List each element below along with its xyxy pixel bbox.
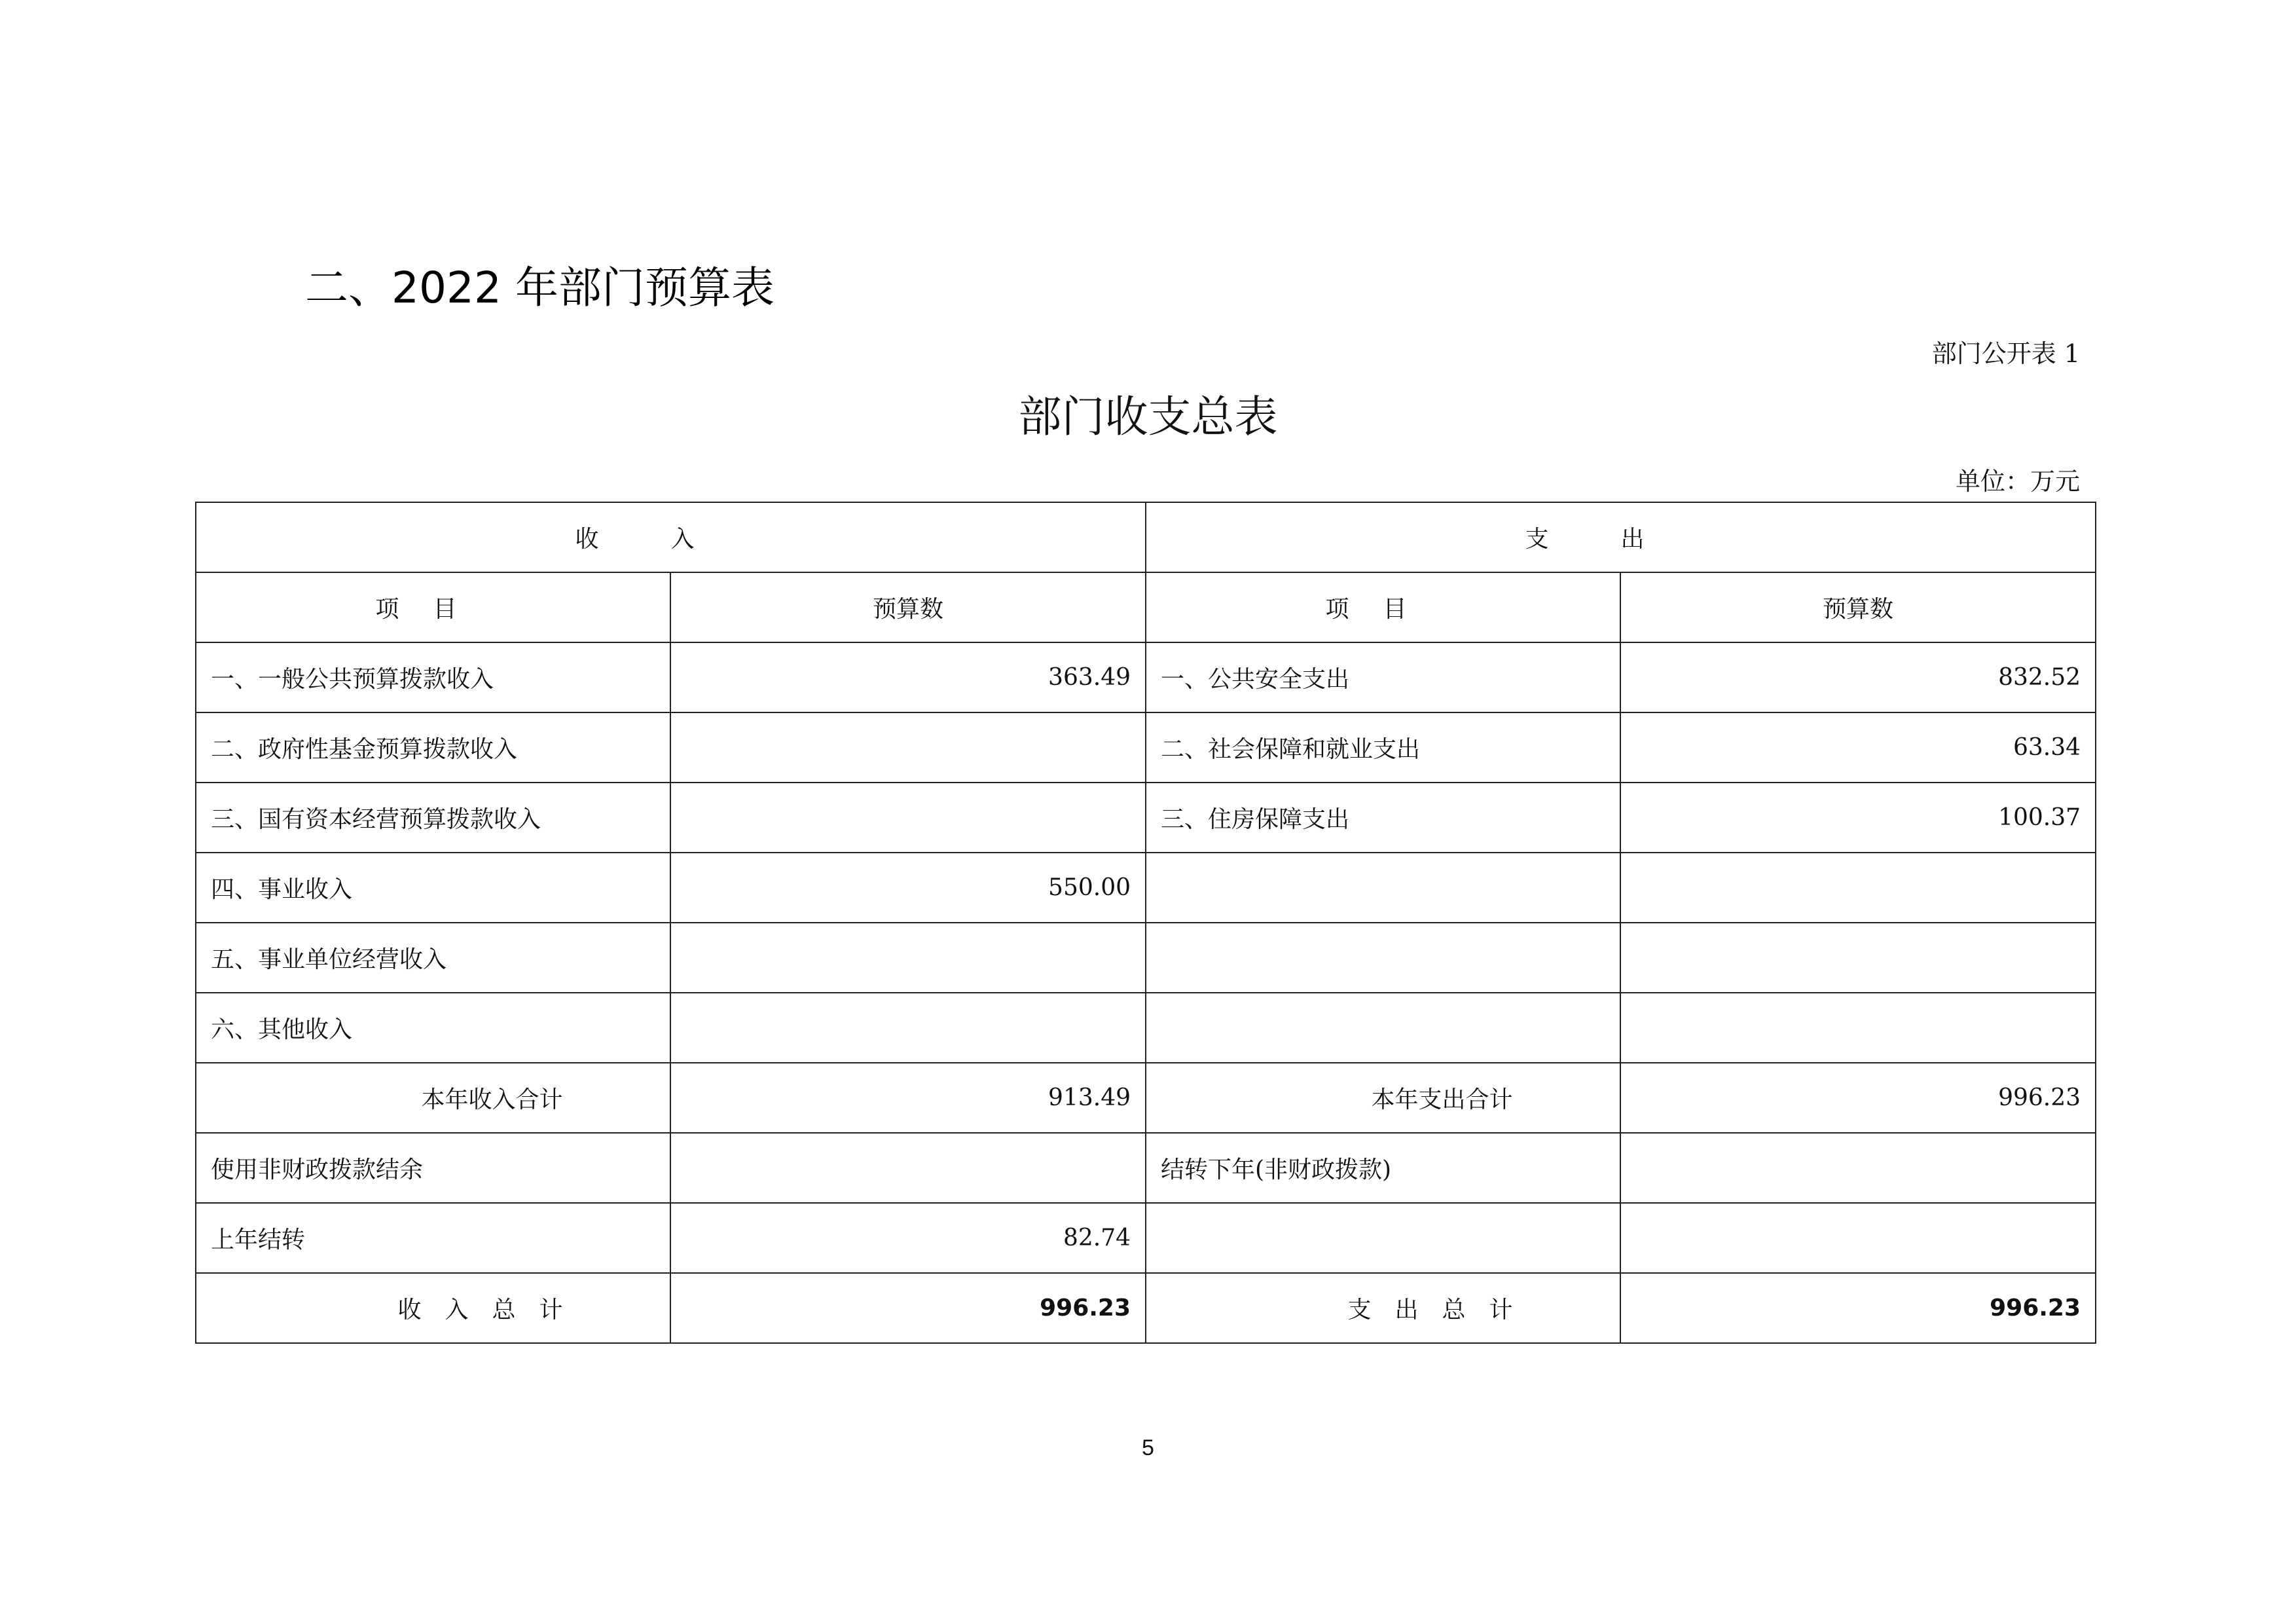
expense-value: 832.52 bbox=[1620, 642, 2096, 712]
income-value bbox=[670, 923, 1146, 993]
table-row bbox=[196, 993, 2096, 1063]
budget-summary-table bbox=[195, 502, 2096, 1344]
expense-value: 100.37 bbox=[1620, 783, 2096, 853]
expense-budget-header: 预算数 bbox=[1620, 572, 2096, 642]
income-item: 五、事业单位经营收入 bbox=[196, 923, 670, 993]
income-total-label: 收入总计 bbox=[196, 1273, 670, 1343]
expense-subtotal-value: 996.23 bbox=[1620, 1063, 2096, 1133]
table-header-row bbox=[196, 502, 2096, 572]
income-value bbox=[670, 712, 1146, 783]
table-subheader-row bbox=[196, 572, 2096, 642]
income-value: 363.49 bbox=[670, 642, 1146, 712]
expense-subtotal-label: 本年支出合计 bbox=[1146, 1063, 1620, 1133]
expense-value bbox=[1620, 923, 2096, 993]
expense-item: 一、公共安全支出 bbox=[1146, 642, 1620, 712]
income-subtotal-value: 913.49 bbox=[670, 1063, 1146, 1133]
table-title: 部门收支总表 bbox=[1018, 392, 1278, 442]
expense-item: 三、住房保障支出 bbox=[1146, 783, 1620, 853]
income-total-value: 996.23 bbox=[670, 1273, 1146, 1343]
expense-item-header: 项目 bbox=[1146, 572, 1620, 642]
income-item: 上年结转 bbox=[196, 1203, 670, 1273]
expense-item bbox=[1146, 993, 1620, 1063]
table-row bbox=[196, 1203, 2096, 1273]
table-row bbox=[196, 1133, 2096, 1203]
expense-value bbox=[1620, 1203, 2096, 1273]
income-item: 六、其他收入 bbox=[196, 993, 670, 1063]
income-item: 一、一般公共预算拨款收入 bbox=[196, 642, 670, 712]
expense-item bbox=[1146, 853, 1620, 923]
income-value: 550.00 bbox=[670, 853, 1146, 923]
income-item: 使用非财政拨款结余 bbox=[196, 1133, 670, 1203]
table-row bbox=[196, 642, 2096, 712]
section-heading: 二、2022 年部门预算表 bbox=[305, 263, 774, 313]
income-item: 四、事业收入 bbox=[196, 853, 670, 923]
expense-total-label: 支出总计 bbox=[1146, 1273, 1620, 1343]
income-item: 三、国有资本经营预算拨款收入 bbox=[196, 783, 670, 853]
table-tag: 部门公开表 1 bbox=[1931, 339, 2080, 368]
expense-value bbox=[1620, 853, 2096, 923]
table-row bbox=[196, 923, 2096, 993]
expense-item bbox=[1146, 923, 1620, 993]
income-budget-header: 预算数 bbox=[670, 572, 1146, 642]
income-item-header: 项目 bbox=[196, 572, 670, 642]
expense-item: 结转下年(非财政拨款) bbox=[1146, 1133, 1620, 1203]
income-value: 82.74 bbox=[670, 1203, 1146, 1273]
table-row bbox=[196, 712, 2096, 783]
total-row bbox=[196, 1273, 2096, 1343]
expense-item bbox=[1146, 1203, 1620, 1273]
table-row bbox=[196, 783, 2096, 853]
unit-label: 单位：万元 bbox=[1955, 467, 2080, 496]
subtotal-row bbox=[196, 1063, 2096, 1133]
expense-value bbox=[1620, 1133, 2096, 1203]
income-header: 收入 bbox=[196, 502, 1146, 572]
table-row bbox=[196, 853, 2096, 923]
income-item: 二、政府性基金预算拨款收入 bbox=[196, 712, 670, 783]
page-number: 5 bbox=[1142, 1435, 1154, 1460]
expense-value bbox=[1620, 993, 2096, 1063]
expense-header: 支出 bbox=[1146, 502, 2096, 572]
expense-value: 63.34 bbox=[1620, 712, 2096, 783]
income-value bbox=[670, 993, 1146, 1063]
income-value bbox=[670, 783, 1146, 853]
expense-total-value: 996.23 bbox=[1620, 1273, 2096, 1343]
expense-item: 二、社会保障和就业支出 bbox=[1146, 712, 1620, 783]
income-subtotal-label: 本年收入合计 bbox=[196, 1063, 670, 1133]
income-value bbox=[670, 1133, 1146, 1203]
